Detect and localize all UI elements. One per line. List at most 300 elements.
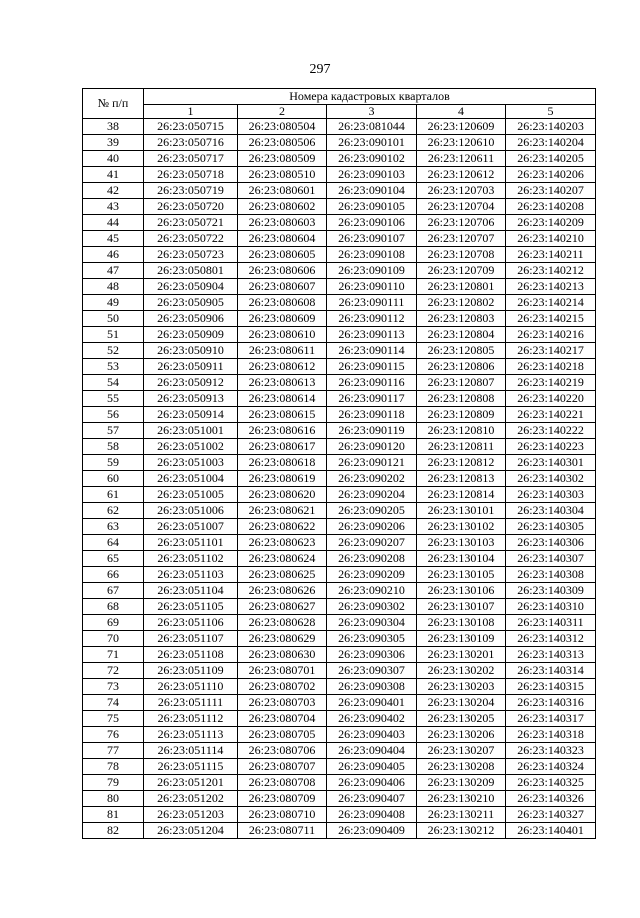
cadastral-number-cell: 26:23:130201 — [417, 647, 506, 663]
row-number-cell: 75 — [83, 711, 144, 727]
cadastral-number-cell: 26:23:140210 — [506, 231, 596, 247]
cadastral-number-cell: 26:23:080624 — [238, 551, 327, 567]
cadastral-number-cell: 26:23:140203 — [506, 119, 596, 135]
cadastral-number-cell: 26:23:080627 — [238, 599, 327, 615]
cadastral-number-cell: 26:23:130104 — [417, 551, 506, 567]
cadastral-number-cell: 26:23:140205 — [506, 151, 596, 167]
row-number-cell: 43 — [83, 199, 144, 215]
cadastral-number-cell: 26:23:120803 — [417, 311, 506, 327]
cadastral-number-cell: 26:23:120708 — [417, 247, 506, 263]
cadastral-number-cell: 26:23:090116 — [327, 375, 417, 391]
cadastral-number-cell: 26:23:050723 — [144, 247, 238, 263]
cadastral-number-cell: 26:23:120801 — [417, 279, 506, 295]
cadastral-number-cell: 26:23:090405 — [327, 759, 417, 775]
table-row — [83, 263, 596, 279]
cadastral-number-cell: 26:23:140204 — [506, 135, 596, 151]
cadastral-number-cell: 26:23:051105 — [144, 599, 238, 615]
cadastral-number-cell: 26:23:130212 — [417, 823, 506, 839]
cadastral-number-cell: 26:23:120808 — [417, 391, 506, 407]
table-row — [83, 119, 596, 135]
cadastral-number-cell: 26:23:140327 — [506, 807, 596, 823]
row-number-cell: 58 — [83, 439, 144, 455]
cadastral-number-cell: 26:23:080616 — [238, 423, 327, 439]
cadastral-number-cell: 26:23:050909 — [144, 327, 238, 343]
cadastral-number-cell: 26:23:130102 — [417, 519, 506, 535]
cadastral-number-cell: 26:23:051111 — [144, 695, 238, 711]
cadastral-number-cell: 26:23:090121 — [327, 455, 417, 471]
cadastral-number-cell: 26:23:140302 — [506, 471, 596, 487]
row-number-cell: 80 — [83, 791, 144, 807]
cadastral-number-cell: 26:23:140305 — [506, 519, 596, 535]
cadastral-number-cell: 26:23:090105 — [327, 199, 417, 215]
table-row — [83, 695, 596, 711]
table-row — [83, 631, 596, 647]
cadastral-number-cell: 26:23:090406 — [327, 775, 417, 791]
cadastral-number-cell: 26:23:090114 — [327, 343, 417, 359]
cadastral-number-cell: 26:23:140211 — [506, 247, 596, 263]
table-row — [83, 215, 596, 231]
cadastral-number-cell: 26:23:080617 — [238, 439, 327, 455]
row-number-cell: 77 — [83, 743, 144, 759]
cadastral-number-cell: 26:23:080614 — [238, 391, 327, 407]
row-number-cell: 41 — [83, 167, 144, 183]
table-row — [83, 231, 596, 247]
table-row — [83, 311, 596, 327]
cadastral-number-cell: 26:23:080615 — [238, 407, 327, 423]
cadastral-number-cell: 26:23:090401 — [327, 695, 417, 711]
table-row — [83, 375, 596, 391]
row-number-cell: 76 — [83, 727, 144, 743]
table-row — [83, 759, 596, 775]
cadastral-number-cell: 26:23:130207 — [417, 743, 506, 759]
table-row — [83, 535, 596, 551]
table-row — [83, 407, 596, 423]
row-number-cell: 51 — [83, 327, 144, 343]
cadastral-number-cell: 26:23:050716 — [144, 135, 238, 151]
row-number-cell: 56 — [83, 407, 144, 423]
cadastral-number-cell: 26:23:120611 — [417, 151, 506, 167]
cadastral-number-cell: 26:23:140218 — [506, 359, 596, 375]
row-number-cell: 62 — [83, 503, 144, 519]
cadastral-number-cell: 26:23:140316 — [506, 695, 596, 711]
cadastral-number-cell: 26:23:120809 — [417, 407, 506, 423]
cadastral-number-cell: 26:23:090115 — [327, 359, 417, 375]
cadastral-number-cell: 26:23:120707 — [417, 231, 506, 247]
cadastral-number-cell: 26:23:080607 — [238, 279, 327, 295]
cadastral-number-cell: 26:23:140208 — [506, 199, 596, 215]
cadastral-number-cell: 26:23:050718 — [144, 167, 238, 183]
cadastral-number-cell: 26:23:090402 — [327, 711, 417, 727]
cadastral-number-cell: 26:23:090120 — [327, 439, 417, 455]
row-number-cell: 45 — [83, 231, 144, 247]
cadastral-number-cell: 26:23:051113 — [144, 727, 238, 743]
cadastral-number-cell: 26:23:090112 — [327, 311, 417, 327]
cadastral-number-cell: 26:23:080629 — [238, 631, 327, 647]
cadastral-number-cell: 26:23:051110 — [144, 679, 238, 695]
cadastral-number-cell: 26:23:090204 — [327, 487, 417, 503]
cadastral-number-cell: 26:23:051107 — [144, 631, 238, 647]
cadastral-number-cell: 26:23:140311 — [506, 615, 596, 631]
table-row — [83, 551, 596, 567]
cadastral-number-cell: 26:23:140306 — [506, 535, 596, 551]
row-number-cell: 60 — [83, 471, 144, 487]
cadastral-number-cell: 26:23:050801 — [144, 263, 238, 279]
cadastral-number-cell: 26:23:090109 — [327, 263, 417, 279]
cadastral-number-cell: 26:23:120802 — [417, 295, 506, 311]
cadastral-number-cell: 26:23:090305 — [327, 631, 417, 647]
row-number-cell: 74 — [83, 695, 144, 711]
cadastral-number-cell: 26:23:120805 — [417, 343, 506, 359]
cadastral-number-cell: 26:23:140318 — [506, 727, 596, 743]
cadastral-number-cell: 26:23:080603 — [238, 215, 327, 231]
row-number-cell: 65 — [83, 551, 144, 567]
cadastral-number-cell: 26:23:130101 — [417, 503, 506, 519]
cadastral-number-cell: 26:23:080703 — [238, 695, 327, 711]
table-row — [83, 583, 596, 599]
row-number-cell: 40 — [83, 151, 144, 167]
cadastral-number-cell: 26:23:120811 — [417, 439, 506, 455]
cadastral-number-cell: 26:23:090206 — [327, 519, 417, 535]
row-number-cell: 50 — [83, 311, 144, 327]
cadastral-number-cell: 26:23:090404 — [327, 743, 417, 759]
cadastral-number-cell: 26:23:090208 — [327, 551, 417, 567]
table-row — [83, 327, 596, 343]
cadastral-number-cell: 26:23:080618 — [238, 455, 327, 471]
cadastral-number-cell: 26:23:130208 — [417, 759, 506, 775]
cadastral-number-cell: 26:23:080708 — [238, 775, 327, 791]
cadastral-number-cell: 26:23:140314 — [506, 663, 596, 679]
cadastral-number-cell: 26:23:051202 — [144, 791, 238, 807]
cadastral-number-cell: 26:23:050715 — [144, 119, 238, 135]
cadastral-number-cell: 26:23:140213 — [506, 279, 596, 295]
table-row — [83, 423, 596, 439]
row-number-cell: 69 — [83, 615, 144, 631]
cadastral-number-cell: 26:23:140304 — [506, 503, 596, 519]
cadastral-number-cell: 26:23:140214 — [506, 295, 596, 311]
cadastral-number-cell: 26:23:140326 — [506, 791, 596, 807]
cadastral-numbers-header: Номера кадастровых кварталов — [144, 89, 596, 105]
row-number-cell: 52 — [83, 343, 144, 359]
cadastral-number-cell: 26:23:090104 — [327, 183, 417, 199]
cadastral-number-cell: 26:23:140312 — [506, 631, 596, 647]
cadastral-number-cell: 26:23:051108 — [144, 647, 238, 663]
cadastral-number-cell: 26:23:130210 — [417, 791, 506, 807]
cadastral-number-cell: 26:23:120706 — [417, 215, 506, 231]
cadastral-number-cell: 26:23:051001 — [144, 423, 238, 439]
cadastral-number-cell: 26:23:140308 — [506, 567, 596, 583]
cadastral-number-cell: 26:23:140317 — [506, 711, 596, 727]
cadastral-number-cell: 26:23:130106 — [417, 583, 506, 599]
cadastral-number-cell: 26:23:140313 — [506, 647, 596, 663]
cadastral-number-cell: 26:23:051101 — [144, 535, 238, 551]
cadastral-number-cell: 26:23:130107 — [417, 599, 506, 615]
column-number-1: 1 — [144, 104, 238, 118]
cadastral-number-cell: 26:23:090403 — [327, 727, 417, 743]
table-row — [83, 567, 596, 583]
cadastral-number-cell: 26:23:140303 — [506, 487, 596, 503]
cadastral-number-cell: 26:23:090304 — [327, 615, 417, 631]
cadastral-number-cell: 26:23:090113 — [327, 327, 417, 343]
row-number-cell: 82 — [83, 823, 144, 839]
row-number-cell: 66 — [83, 567, 144, 583]
table-row — [83, 503, 596, 519]
column-number-2: 2 — [238, 104, 327, 118]
cadastral-number-cell: 26:23:080701 — [238, 663, 327, 679]
row-number-cell: 44 — [83, 215, 144, 231]
cadastral-number-cell: 26:23:051002 — [144, 439, 238, 455]
row-number-cell: 61 — [83, 487, 144, 503]
cadastral-number-cell: 26:23:130105 — [417, 567, 506, 583]
row-number-cell: 81 — [83, 807, 144, 823]
row-number-cell: 78 — [83, 759, 144, 775]
cadastral-number-cell: 26:23:090207 — [327, 535, 417, 551]
cadastral-number-cell: 26:23:051203 — [144, 807, 238, 823]
cadastral-number-cell: 26:23:130209 — [417, 775, 506, 791]
table-row — [83, 743, 596, 759]
cadastral-number-cell: 26:23:051003 — [144, 455, 238, 471]
cadastral-number-cell: 26:23:080706 — [238, 743, 327, 759]
table-row — [83, 151, 596, 167]
cadastral-number-cell: 26:23:080704 — [238, 711, 327, 727]
cadastral-number-cell: 26:23:090210 — [327, 583, 417, 599]
column-number-4: 4 — [417, 104, 506, 118]
cadastral-number-cell: 26:23:051103 — [144, 567, 238, 583]
cadastral-number-cell: 26:23:140209 — [506, 215, 596, 231]
cadastral-number-cell: 26:23:051104 — [144, 583, 238, 599]
cadastral-number-cell: 26:23:090108 — [327, 247, 417, 263]
cadastral-number-cell: 26:23:050721 — [144, 215, 238, 231]
cadastral-number-cell: 26:23:051204 — [144, 823, 238, 839]
cadastral-number-cell: 26:23:050914 — [144, 407, 238, 423]
row-number-cell: 67 — [83, 583, 144, 599]
cadastral-number-cell: 26:23:051112 — [144, 711, 238, 727]
cadastral-number-cell: 26:23:120703 — [417, 183, 506, 199]
cadastral-number-cell: 26:23:090103 — [327, 167, 417, 183]
cadastral-number-cell: 26:23:080609 — [238, 311, 327, 327]
table-row — [83, 135, 596, 151]
cadastral-number-cell: 26:23:050906 — [144, 311, 238, 327]
row-number-cell: 70 — [83, 631, 144, 647]
cadastral-number-cell: 26:23:080608 — [238, 295, 327, 311]
cadastral-number-cell: 26:23:130203 — [417, 679, 506, 695]
cadastral-number-cell: 26:23:080628 — [238, 615, 327, 631]
cadastral-number-cell: 26:23:140301 — [506, 455, 596, 471]
cadastral-number-cell: 26:23:080625 — [238, 567, 327, 583]
table-row — [83, 487, 596, 503]
cadastral-number-cell: 26:23:120807 — [417, 375, 506, 391]
cadastral-number-cell: 26:23:140307 — [506, 551, 596, 567]
table-row — [83, 679, 596, 695]
cadastral-number-cell: 26:23:080630 — [238, 647, 327, 663]
row-number-cell: 57 — [83, 423, 144, 439]
cadastral-number-cell: 26:23:090102 — [327, 151, 417, 167]
cadastral-number-cell: 26:23:080602 — [238, 199, 327, 215]
table-row — [83, 615, 596, 631]
cadastral-number-cell: 26:23:050913 — [144, 391, 238, 407]
table-row — [83, 807, 596, 823]
table-row — [83, 391, 596, 407]
cadastral-number-cell: 26:23:140221 — [506, 407, 596, 423]
cadastral-number-cell: 26:23:090118 — [327, 407, 417, 423]
cadastral-number-cell: 26:23:140212 — [506, 263, 596, 279]
row-number-cell: 68 — [83, 599, 144, 615]
cadastral-number-cell: 26:23:090307 — [327, 663, 417, 679]
cadastral-number-cell: 26:23:120612 — [417, 167, 506, 183]
cadastral-number-cell: 26:23:050717 — [144, 151, 238, 167]
cadastral-number-cell: 26:23:140216 — [506, 327, 596, 343]
cadastral-number-cell: 26:23:050911 — [144, 359, 238, 375]
cadastral-number-cell: 26:23:080622 — [238, 519, 327, 535]
table-body — [83, 119, 596, 839]
cadastral-number-cell: 26:23:051114 — [144, 743, 238, 759]
cadastral-number-cell: 26:23:051006 — [144, 503, 238, 519]
table-row — [83, 167, 596, 183]
cadastral-number-cell: 26:23:130205 — [417, 711, 506, 727]
cadastral-number-cell: 26:23:140206 — [506, 167, 596, 183]
table-row — [83, 439, 596, 455]
table-row — [83, 599, 596, 615]
table-row — [83, 663, 596, 679]
cadastral-number-cell: 26:23:050722 — [144, 231, 238, 247]
cadastral-number-cell: 26:23:130202 — [417, 663, 506, 679]
row-number-cell: 47 — [83, 263, 144, 279]
cadastral-number-cell: 26:23:080711 — [238, 823, 327, 839]
column-number-3: 3 — [327, 104, 417, 118]
cadastral-number-cell: 26:23:140324 — [506, 759, 596, 775]
cadastral-number-cell: 26:23:080504 — [238, 119, 327, 135]
row-number-cell: 63 — [83, 519, 144, 535]
cadastral-number-cell: 26:23:130108 — [417, 615, 506, 631]
table-row — [83, 359, 596, 375]
cadastral-number-cell: 26:23:090101 — [327, 135, 417, 151]
cadastral-number-cell: 26:23:130211 — [417, 807, 506, 823]
cadastral-number-cell: 26:23:080621 — [238, 503, 327, 519]
cadastral-number-cell: 26:23:090407 — [327, 791, 417, 807]
cadastral-number-cell: 26:23:080610 — [238, 327, 327, 343]
cadastral-number-cell: 26:23:140219 — [506, 375, 596, 391]
cadastral-quarters-table — [82, 88, 596, 839]
page-number: 297 — [309, 62, 331, 77]
cadastral-number-cell: 26:23:090409 — [327, 823, 417, 839]
cadastral-number-cell: 26:23:120709 — [417, 263, 506, 279]
table-row — [83, 775, 596, 791]
row-number-cell: 71 — [83, 647, 144, 663]
cadastral-number-cell: 26:23:090302 — [327, 599, 417, 615]
cadastral-number-cell: 26:23:050904 — [144, 279, 238, 295]
table-row — [83, 343, 596, 359]
cadastral-number-cell: 26:23:120704 — [417, 199, 506, 215]
cadastral-number-cell: 26:23:140325 — [506, 775, 596, 791]
table-row — [83, 247, 596, 263]
cadastral-number-cell: 26:23:120812 — [417, 455, 506, 471]
cadastral-number-cell: 26:23:120804 — [417, 327, 506, 343]
cadastral-number-cell: 26:23:120806 — [417, 359, 506, 375]
cadastral-number-cell: 26:23:050720 — [144, 199, 238, 215]
cadastral-number-cell: 26:23:120814 — [417, 487, 506, 503]
cadastral-number-cell: 26:23:051004 — [144, 471, 238, 487]
cadastral-number-cell: 26:23:140309 — [506, 583, 596, 599]
cadastral-number-cell: 26:23:081044 — [327, 119, 417, 135]
cadastral-number-cell: 26:23:080606 — [238, 263, 327, 279]
cadastral-number-cell: 26:23:140207 — [506, 183, 596, 199]
cadastral-number-cell: 26:23:090408 — [327, 807, 417, 823]
cadastral-number-cell: 26:23:120813 — [417, 471, 506, 487]
table-row — [83, 823, 596, 839]
row-number-cell: 42 — [83, 183, 144, 199]
cadastral-number-cell: 26:23:051201 — [144, 775, 238, 791]
cadastral-number-cell: 26:23:140222 — [506, 423, 596, 439]
cadastral-number-cell: 26:23:120609 — [417, 119, 506, 135]
row-number-cell: 39 — [83, 135, 144, 151]
row-number-cell: 79 — [83, 775, 144, 791]
row-number-cell: 38 — [83, 119, 144, 135]
cadastral-number-cell: 26:23:090202 — [327, 471, 417, 487]
cadastral-number-cell: 26:23:051005 — [144, 487, 238, 503]
cadastral-number-cell: 26:23:140315 — [506, 679, 596, 695]
table-row — [83, 647, 596, 663]
cadastral-number-cell: 26:23:080619 — [238, 471, 327, 487]
cadastral-number-cell: 26:23:080702 — [238, 679, 327, 695]
row-number-cell: 59 — [83, 455, 144, 471]
cadastral-number-cell: 26:23:051106 — [144, 615, 238, 631]
cadastral-number-cell: 26:23:080506 — [238, 135, 327, 151]
table-row — [83, 199, 596, 215]
table-row — [83, 711, 596, 727]
cadastral-number-cell: 26:23:120610 — [417, 135, 506, 151]
table-row — [83, 727, 596, 743]
table-row — [83, 183, 596, 199]
table-row — [83, 791, 596, 807]
cadastral-number-cell: 26:23:080509 — [238, 151, 327, 167]
cadastral-number-cell: 26:23:080707 — [238, 759, 327, 775]
table-row — [83, 455, 596, 471]
cadastral-number-cell: 26:23:140310 — [506, 599, 596, 615]
cadastral-number-cell: 26:23:080510 — [238, 167, 327, 183]
cadastral-number-cell: 26:23:140217 — [506, 343, 596, 359]
cadastral-number-cell: 26:23:090306 — [327, 647, 417, 663]
cadastral-number-cell: 26:23:050910 — [144, 343, 238, 359]
row-number-cell: 53 — [83, 359, 144, 375]
cadastral-number-cell: 26:23:140215 — [506, 311, 596, 327]
cadastral-number-cell: 26:23:080709 — [238, 791, 327, 807]
cadastral-number-cell: 26:23:130206 — [417, 727, 506, 743]
cadastral-number-cell: 26:23:051115 — [144, 759, 238, 775]
column-number-5: 5 — [506, 104, 596, 118]
cadastral-number-cell: 26:23:080705 — [238, 727, 327, 743]
cadastral-number-cell: 26:23:090209 — [327, 567, 417, 583]
cadastral-number-cell: 26:23:051007 — [144, 519, 238, 535]
row-number-cell: 54 — [83, 375, 144, 391]
cadastral-number-cell: 26:23:050905 — [144, 295, 238, 311]
cadastral-number-cell: 26:23:090107 — [327, 231, 417, 247]
cadastral-number-cell: 26:23:140220 — [506, 391, 596, 407]
cadastral-number-cell: 26:23:080604 — [238, 231, 327, 247]
cadastral-number-cell: 26:23:140401 — [506, 823, 596, 839]
row-number-cell: 55 — [83, 391, 144, 407]
table-row — [83, 279, 596, 295]
cadastral-number-cell: 26:23:140323 — [506, 743, 596, 759]
table-row — [83, 519, 596, 535]
cadastral-number-cell: 26:23:090110 — [327, 279, 417, 295]
cadastral-number-cell: 26:23:090106 — [327, 215, 417, 231]
row-number-header: № п/п — [83, 89, 144, 119]
row-number-cell: 72 — [83, 663, 144, 679]
cadastral-number-cell: 26:23:050719 — [144, 183, 238, 199]
cadastral-number-cell: 26:23:080613 — [238, 375, 327, 391]
cadastral-number-cell: 26:23:090205 — [327, 503, 417, 519]
cadastral-number-cell: 26:23:080620 — [238, 487, 327, 503]
cadastral-number-cell: 26:23:140223 — [506, 439, 596, 455]
